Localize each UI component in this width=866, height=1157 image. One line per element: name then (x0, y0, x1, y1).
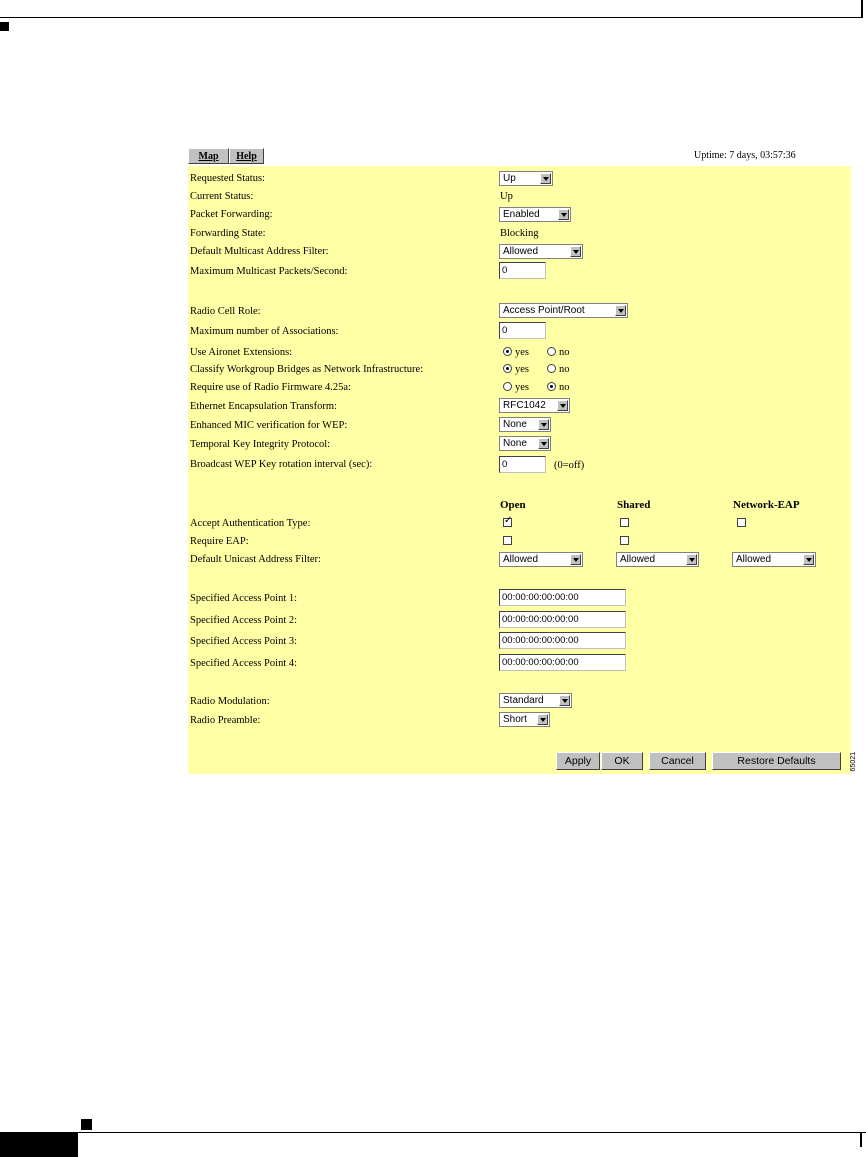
access-point-3-label: Specified Access Point 3: (190, 636, 298, 647)
unicast-filter-network-eap-select[interactable] (732, 552, 816, 567)
packet-forwarding-select[interactable] (499, 207, 571, 222)
require-fw-no-radio[interactable] (547, 382, 556, 391)
header-rule (0, 17, 862, 18)
radio-preamble-select[interactable] (499, 712, 550, 727)
chevron-down-icon (686, 554, 697, 565)
current-status-value: Up (500, 191, 513, 202)
access-point-3-input[interactable]: 00:00:00:00:00:00 (499, 632, 626, 649)
uptime-text: Uptime: 7 days, 03:57:36 (694, 150, 796, 161)
column-open: Open (500, 499, 526, 511)
restore-defaults-button[interactable]: Restore Defaults (712, 752, 841, 770)
ethernet-encap-select[interactable] (499, 398, 570, 413)
requested-status-select[interactable] (499, 171, 553, 186)
chevron-down-icon (570, 554, 581, 565)
radio-cell-role-select[interactable] (499, 303, 628, 318)
figure-number: 65021 (850, 752, 857, 772)
footer-bar (0, 1133, 78, 1157)
ethernet-encap-label: Ethernet Encapsulation Transform: (190, 401, 337, 412)
max-multicast-input[interactable]: 0 (499, 262, 546, 279)
requested-status-value: Up (503, 173, 516, 184)
unicast-filter-open-value: Allowed (503, 554, 539, 565)
multicast-filter-value: Allowed (503, 246, 539, 257)
map-button[interactable]: Map (188, 148, 229, 164)
tkip-label: Temporal Key Integrity Protocol: (190, 439, 331, 450)
requested-status-label: Requested Status: (190, 173, 265, 184)
forwarding-state-value: Blocking (500, 228, 539, 239)
unicast-filter-shared-value: Allowed (620, 554, 656, 565)
radio-cell-role-label: Radio Cell Role: (190, 306, 261, 317)
radio-cell-role-value: Access Point/Root (503, 305, 585, 316)
footer-marker (81, 1119, 92, 1130)
unicast-filter-label: Default Unicast Address Filter: (190, 554, 321, 565)
accept-shared-checkbox[interactable] (620, 518, 629, 527)
cancel-button[interactable]: Cancel (649, 752, 706, 770)
aironet-ext-yes-text: yes (515, 347, 529, 358)
radio-modulation-value: Standard (503, 695, 544, 706)
unicast-filter-network-eap-value: Allowed (736, 554, 772, 565)
max-associations-label: Maximum number of Associations: (190, 326, 339, 337)
header-tick (861, 0, 863, 18)
require-fw-yes-radio[interactable] (503, 382, 512, 391)
help-button[interactable]: Help (229, 148, 264, 164)
accept-auth-label: Accept Authentication Type: (190, 518, 311, 529)
chevron-down-icon (558, 209, 569, 220)
aironet-ext-no-text: no (559, 347, 570, 358)
chevron-down-icon (615, 305, 626, 316)
footer-rule (0, 1132, 866, 1133)
require-fw-yes-text: yes (515, 382, 529, 393)
wep-rotation-input[interactable]: 0 (499, 456, 546, 473)
access-point-2-input[interactable]: 00:00:00:00:00:00 (499, 611, 626, 628)
aironet-ext-no-radio[interactable] (547, 347, 556, 356)
classify-wgb-label: Classify Workgroup Bridges as Network Infrastructure: (190, 364, 424, 375)
column-shared: Shared (617, 499, 651, 511)
mic-select[interactable] (499, 417, 551, 432)
chevron-down-icon (537, 714, 548, 725)
chevron-down-icon (803, 554, 814, 565)
radio-preamble-label: Radio Preamble: (190, 715, 261, 726)
multicast-filter-label: Default Multicast Address Filter: (190, 246, 329, 257)
classify-wgb-yes-radio[interactable] (503, 364, 512, 373)
tkip-select[interactable] (499, 436, 551, 451)
classify-wgb-no-radio[interactable] (547, 364, 556, 373)
chevron-down-icon (570, 246, 581, 257)
apply-button[interactable]: Apply (556, 752, 600, 770)
chevron-down-icon (540, 173, 551, 184)
chevron-down-icon (557, 400, 568, 411)
require-eap-shared-checkbox[interactable] (620, 536, 629, 545)
current-status-label: Current Status: (190, 191, 254, 202)
forwarding-state-label: Forwarding State: (190, 228, 266, 239)
wep-rotation-label: Broadcast WEP Key rotation interval (sec): (190, 459, 373, 470)
access-point-1-label: Specified Access Point 1: (190, 593, 298, 604)
require-eap-open-checkbox[interactable] (503, 536, 512, 545)
chevron-down-icon (538, 419, 549, 430)
radio-modulation-label: Radio Modulation: (190, 696, 270, 707)
access-point-1-input[interactable]: 00:00:00:00:00:00 (499, 589, 626, 606)
tkip-value: None (503, 438, 527, 449)
ok-button[interactable]: OK (601, 752, 643, 770)
aironet-ext-yes-radio[interactable] (503, 347, 512, 356)
packet-forwarding-value: Enabled (503, 209, 540, 220)
require-fw-no-text: no (559, 382, 570, 393)
packet-forwarding-label: Packet Forwarding: (190, 209, 273, 220)
mic-label: Enhanced MIC verification for WEP: (190, 420, 348, 431)
unicast-filter-shared-select[interactable] (616, 552, 699, 567)
accept-network-eap-checkbox[interactable] (737, 518, 746, 527)
classify-wgb-no-text: no (559, 364, 570, 375)
require-fw-label: Require use of Radio Firmware 4.25a: (190, 382, 351, 393)
column-network-eap: Network-EAP (733, 499, 800, 511)
access-point-4-input[interactable]: 00:00:00:00:00:00 (499, 654, 626, 671)
aironet-ext-label: Use Aironet Extensions: (190, 347, 293, 358)
mic-value: None (503, 419, 527, 430)
chevron-down-icon (538, 438, 549, 449)
multicast-filter-select[interactable] (499, 244, 583, 259)
accept-open-checkbox[interactable] (503, 518, 512, 527)
radio-modulation-select[interactable] (499, 693, 572, 708)
classify-wgb-yes-text: yes (515, 364, 529, 375)
ethernet-encap-value: RFC1042 (503, 400, 546, 411)
chevron-down-icon (559, 695, 570, 706)
unicast-filter-open-select[interactable] (499, 552, 583, 567)
header-marker (0, 22, 9, 31)
max-associations-input[interactable]: 0 (499, 322, 546, 339)
access-point-4-label: Specified Access Point 4: (190, 658, 298, 669)
radio-preamble-value: Short (503, 714, 527, 725)
require-eap-label: Require EAP: (190, 536, 249, 547)
wep-rotation-hint: (0=off) (554, 460, 585, 471)
footer-tick (860, 1133, 862, 1147)
access-point-2-label: Specified Access Point 2: (190, 615, 298, 626)
max-multicast-label: Maximum Multicast Packets/Second: (190, 266, 348, 277)
